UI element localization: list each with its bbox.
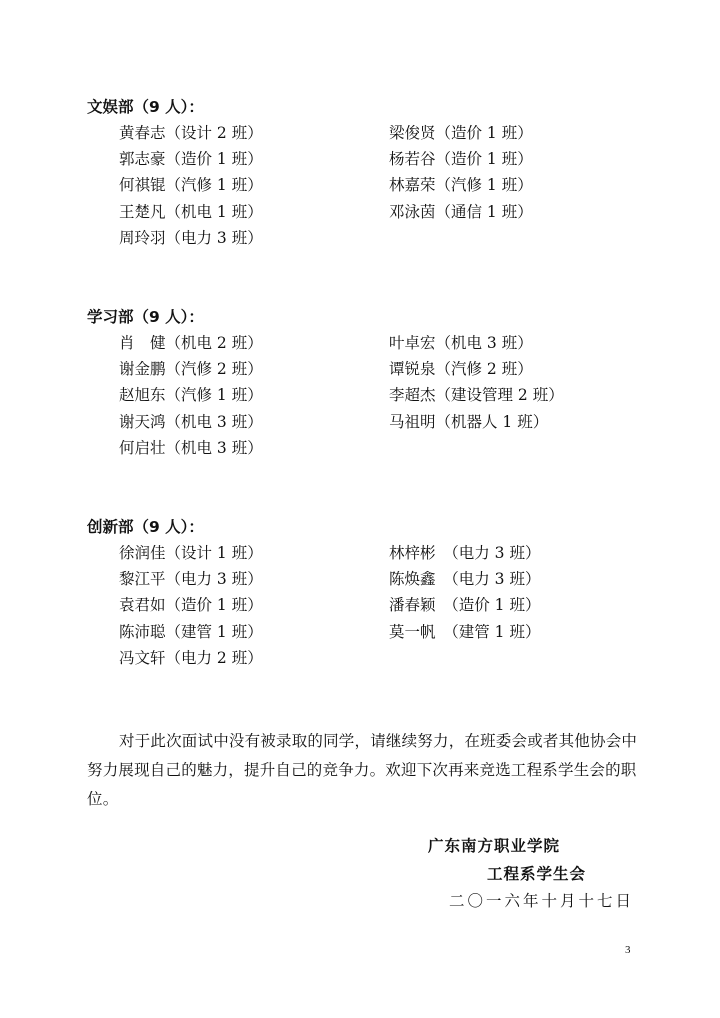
member-entry: 冯文轩（电力 2 班） <box>119 648 263 667</box>
member-entry: 莫一帆 （建管 1 班） <box>389 622 541 641</box>
member-entry: 袁君如（造价 1 班） <box>119 596 263 615</box>
member-entry: 谭锐泉（汽修 2 班） <box>389 360 533 379</box>
member-entry: 谢金鹏（汽修 2 班） <box>119 360 263 379</box>
closing-paragraph: 对于此次面试中没有被录取的同学，请继续努力，在班委会或者其他协会中努力展现自己的魅力，提升自己的竞争力。欢迎下次再来竞选工程系学生会的职位。 <box>87 732 638 808</box>
member-entry: 杨若谷（造价 1 班） <box>389 150 533 169</box>
member-entry: 梁俊贤（造价 1 班） <box>389 124 533 142</box>
member-entry: 何启壮（机电 3 班） <box>119 438 263 457</box>
member-entry: 王楚凡（机电 1 班） <box>119 202 263 221</box>
member-entry: 马祖明（机器人 1 班） <box>389 412 549 431</box>
member-entry: 谢天鸿（机电 3 班） <box>119 412 263 431</box>
member-entry: 叶卓宏（机电 3 班） <box>389 334 533 352</box>
member-entry: 黎江平（电力 3 班） <box>119 570 263 589</box>
member-entry: 林梓彬 （电力 3 班） <box>389 544 541 562</box>
member-entry: 赵旭东（汽修 1 班） <box>119 386 263 405</box>
member-list <box>119 330 647 461</box>
page-number: 3 <box>625 944 631 956</box>
section-entertainment <box>87 94 647 251</box>
member-entry: 郭志豪（造价 1 班） <box>119 150 263 169</box>
member-entry: 潘春颖 （造价 1 班） <box>389 596 541 615</box>
section-innovation <box>87 514 647 671</box>
section-study <box>87 304 647 461</box>
member-entry: 林嘉荣（汽修 1 班） <box>389 176 533 195</box>
member-entry: 邓泳茵（通信 1 班） <box>389 202 533 221</box>
member-entry: 陈焕鑫 （电力 3 班） <box>389 570 541 589</box>
signature-institution: 广东南方职业学院 <box>428 837 561 855</box>
section-title: 创新部（9 人）： <box>87 518 204 536</box>
signature-department: 工程系学生会 <box>487 865 587 883</box>
section-title: 学习部（9 人）： <box>87 308 204 326</box>
member-entry: 何祺锟（汽修 1 班） <box>119 176 263 195</box>
member-entry: 徐润佳（设计 1 班） <box>119 544 263 562</box>
member-entry: 李超杰（建设管理 2 班） <box>389 386 564 405</box>
member-entry: 陈沛聪（建管 1 班） <box>119 622 263 641</box>
member-list <box>119 120 647 251</box>
member-entry: 周玲羽（电力 3 班） <box>119 228 263 247</box>
member-list <box>119 540 647 671</box>
member-entry: 肖 健（机电 2 班） <box>119 334 263 352</box>
signature-date: 二〇一六年十月十七日 <box>449 892 635 910</box>
section-title: 文娱部（9 人）： <box>87 98 204 116</box>
member-entry: 黄春志（设计 2 班） <box>119 124 263 142</box>
